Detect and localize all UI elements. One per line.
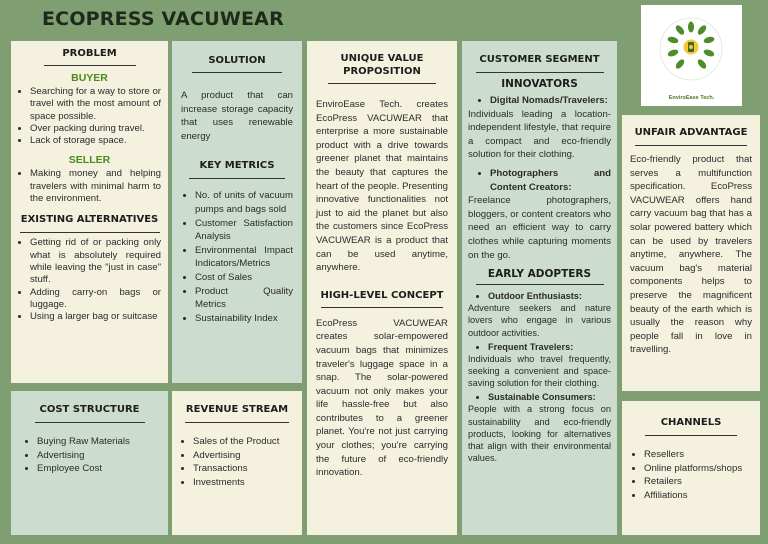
list-item: • Lack of storage space.: [30, 135, 161, 147]
segment-heading: CUSTOMER SEGMENT: [479, 54, 600, 65]
adopters-list: [468, 341, 611, 353]
uvp-heading-line: UNIQUE VALUE: [340, 53, 424, 64]
alternatives-list: [18, 237, 161, 323]
divider: [476, 72, 604, 73]
page-title: ECOPRESS VACUWEAR: [42, 8, 284, 30]
adopters-list: [468, 290, 611, 302]
divider: [185, 422, 289, 423]
list-item: • Sales of the Product: [193, 435, 293, 449]
list-item: • Getting rid of or packing only what is absolutely required while leaving the "just in case" stuff.: [30, 237, 161, 286]
solution-heading: SOLUTION: [208, 55, 266, 66]
channels-heading: CHANNELS: [660, 417, 722, 428]
divider: [635, 145, 747, 146]
divider: [44, 65, 136, 66]
list-item: • Environmental Impact Indicators/Metrics: [195, 244, 293, 271]
segment-label: • Digital Nomads/Travelers:: [490, 94, 611, 108]
adopters-list: [468, 391, 611, 403]
buyer-list: [18, 86, 161, 147]
list-item: • Resellers: [644, 448, 750, 462]
list-item: • No. of units of vacuum pumps and bags sold: [195, 189, 293, 216]
segment-label: • Frequent Travelers:: [488, 341, 611, 353]
divider: [328, 83, 436, 84]
divider: [645, 435, 737, 436]
segment-label: • Photographers and Content Creators:: [490, 167, 611, 194]
list-item: • Making money and helping travelers with minimal harm to the environment.: [30, 168, 161, 205]
revenue-heading: REVENUE STREAM: [185, 404, 289, 415]
seller-label: SELLER: [68, 154, 111, 167]
revenue-stream-card: [172, 391, 302, 535]
list-item: • Investments: [193, 476, 293, 490]
logo-name: EnviroEase Tech.: [668, 95, 715, 101]
divider: [189, 178, 285, 179]
uvp-card: [307, 41, 457, 535]
metrics-list: [181, 189, 293, 325]
list-item: • Buying Raw Materials: [37, 435, 154, 449]
problem-card: [11, 41, 168, 383]
segment-label: • Sustainable Consumers:: [488, 391, 611, 403]
segment-text: People with a strong focus on sustainability and eco-friendly products, looking for alternatives that align with their environmental values.: [468, 404, 611, 464]
unfair-heading: UNFAIR ADVANTAGE: [634, 127, 748, 138]
uvp-heading: [316, 52, 448, 78]
company-logo: [641, 5, 742, 106]
unfair-advantage-card: [622, 115, 760, 391]
customer-segment-card: [462, 41, 617, 535]
list-item: • Advertising: [193, 449, 293, 463]
segment-text: Individuals leading a location-independent lifestyle, that require a compact and eco-friendly solution for their clothing.: [468, 108, 611, 161]
list-item: • Sustainability Index: [195, 312, 293, 326]
concept-heading: HIGH-LEVEL CONCEPT: [320, 289, 444, 301]
list-item: • Cost of Sales: [195, 271, 293, 285]
seller-list: [18, 168, 161, 205]
segment-text: Adventure seekers and nature lovers who engage in various outdoor activities.: [468, 303, 611, 338]
channels-list: [632, 448, 750, 502]
list-item: • Online platforms/shops: [644, 462, 750, 476]
list-item: • Adding carry-on bags or luggage.: [30, 287, 161, 312]
list-item: • Affiliations: [644, 489, 750, 503]
segment-label: • Outdoor Enthusiasts:: [488, 290, 611, 302]
segment-text: Freelance photographers, bloggers, or content creators who need an efficient way to carry clothes while capturing moments on the go.: [468, 195, 611, 261]
innovators-list: [468, 167, 611, 194]
list-item: • Advertising: [37, 449, 154, 463]
innovators-list: [468, 94, 611, 108]
segment-text: Individuals who travel frequently, seeking a convenient and space-saving solution for their clothing.: [468, 353, 611, 389]
list-item: • Over packing during travel.: [30, 123, 161, 135]
solution-text: A product that can increase storage capacity that uses renewable energy: [181, 90, 293, 142]
unfair-text: Eco-friendly product that serves a multifunction specification. EcoPress VACUWEAR offers hand carry vacuum bag that has a solar powered battery which can be used by travelers anytime, anywhere. The vacuum bag's material components helps to preserve the magnificent beauty of the earth which is usually the reason why people fall in love in travelling.: [630, 154, 752, 356]
list-item: • Using a larger bag or suitcase: [30, 311, 161, 323]
list-item: • Product Quality Metrics: [195, 285, 293, 312]
key-metrics-heading: KEY METRICS: [199, 160, 275, 172]
list-item: • Customer Satisfaction Analysis: [195, 217, 293, 244]
divider: [192, 72, 282, 73]
divider: [35, 422, 145, 423]
leaf-wreath-icon: [641, 5, 742, 106]
revenue-list: [181, 435, 293, 489]
divider: [321, 307, 443, 308]
cost-list: [25, 435, 154, 476]
list-item: • Employee Cost: [37, 462, 154, 476]
alternatives-heading: EXISTING ALTERNATIVES: [20, 214, 159, 226]
innovators-heading: INNOVATORS: [501, 78, 578, 90]
uvp-heading-line: PROPOSITION: [343, 66, 421, 77]
early-adopters-heading: EARLY ADOPTERS: [487, 268, 592, 281]
solution-card: [172, 41, 302, 383]
divider: [476, 284, 604, 285]
buyer-label: BUYER: [71, 72, 108, 84]
list-item: • Retailers: [644, 475, 750, 489]
channels-card: [622, 401, 760, 535]
problem-heading: PROBLEM: [62, 48, 117, 59]
uvp-text: EnviroEase Tech. creates EcoPress VACUWEAR that enterprise a more sustainable product with a drive towards greener planet that maintains the beauty that captures the heart of the people. Presenting innovative functionalities not just to aid the planet but also the customers since EcoPress VACUWEAR is a product that can be used anytime, anywhere.: [316, 99, 448, 274]
list-item: • Searching for a way to store or travel with the most amount of space possible.: [30, 86, 161, 123]
concept-text: EcoPress VACUWEAR creates solar-empowered vacuum bags that minimizes traveler's luggage space in a snap. The solar-powered vacuum not only makes your life hassle-free but also contributes to a greener planet. You're not just carrying your clothes; you're carrying the future of eco-friendly innovation.: [316, 317, 448, 479]
list-item: • Transactions: [193, 462, 293, 476]
divider: [20, 232, 160, 233]
cost-structure-card: [11, 391, 168, 535]
cost-heading: COST STRUCTURE: [39, 404, 140, 415]
